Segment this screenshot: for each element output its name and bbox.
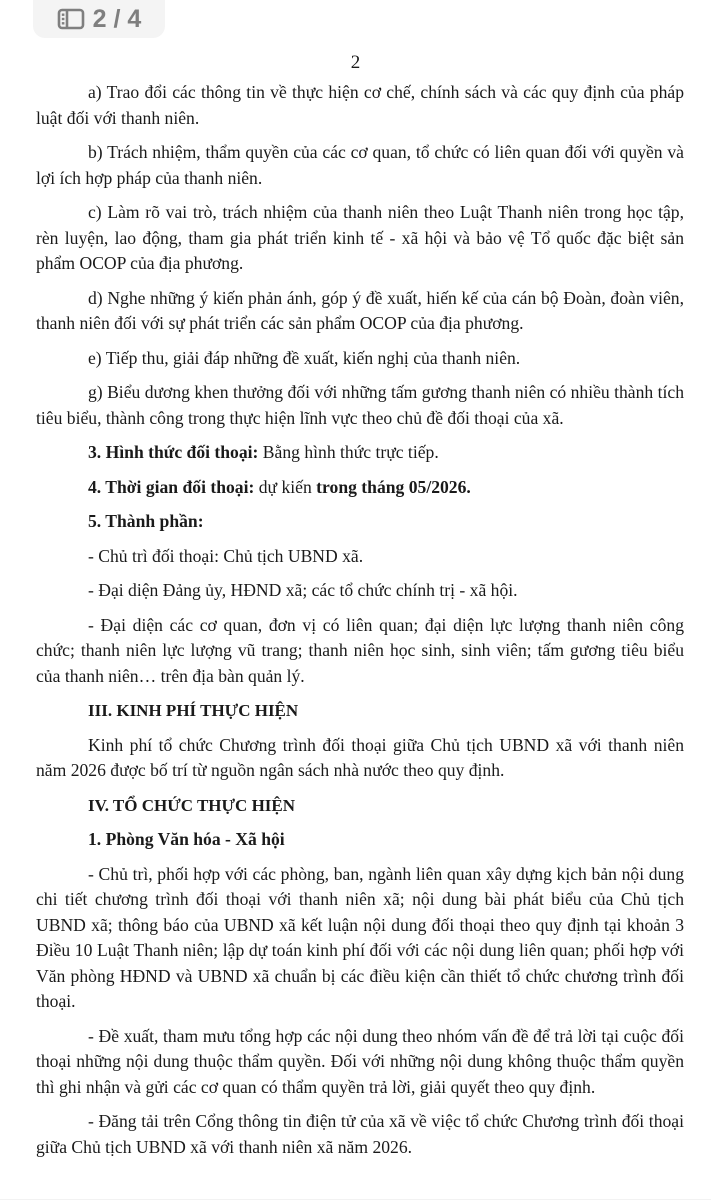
item-3-text: Bằng hình thức trực tiếp. (258, 442, 439, 462)
section-4-bullet: - Đăng tải trên Cổng thông tin điện tử của xã về việc tổ chức Chương trình đối thoại giữa Chủ tịch UBND xã với thanh niên xã năm 2026. (36, 1111, 684, 1157)
item-3-dialogue-format (36, 440, 684, 466)
item-4-label: 4. Thời gian đối thoại: (88, 476, 255, 497)
document-body (36, 80, 684, 1169)
item-5-bullet: - Đại diện Đảng ủy, HĐND xã; các tổ chức chính trị - xã hội. (88, 580, 518, 600)
page-counter-label: 2 / 4 (92, 4, 142, 33)
page-number: 2 (350, 52, 361, 73)
item-4-date: trong tháng 05/2026. (316, 476, 471, 497)
page-counter-button[interactable] (33, 0, 165, 38)
paragraph-a: a) Trao đổi các thông tin về thực hiện cơ chế, chính sách và các quy định của pháp luật đối với thanh niên. (36, 82, 684, 128)
item-5-heading: 5. Thành phần: (88, 511, 204, 531)
paragraph-d: d) Nghe những ý kiến phản ánh, góp ý đề xuất, hiến kế của cán bộ Đoàn, đoàn viên, thanh niên đối với sự phát triển các sản phẩm OCOP của địa phương. (36, 287, 684, 333)
paragraph-e: e) Tiếp thu, giải đáp những đề xuất, kiến nghị của thanh niên. (88, 347, 521, 368)
item-5-bullet: - Đại diện các cơ quan, đơn vị có liên quan; đại diện lực lượng thanh niên công chức; thanh niên lực lượng vũ trang; thanh niên học sinh, sinh viên; tấm gương tiêu biểu của thanh niên… trên địa bàn quản lý. (36, 614, 684, 686)
item-4-text: dự kiến (254, 476, 317, 497)
item-4-dialogue-time (36, 475, 684, 501)
section-3-heading: III. KINH PHÍ THỰC HIỆN (88, 701, 299, 720)
section-4-bullet: - Đề xuất, tham mưu tổng hợp các nội dung theo nhóm vấn đề để trả lời tại cuộc đối thoại những nội dung thuộc thẩm quyền. Đối với những nội dung không thuộc thẩm quyền thì ghi nhận và gửi các cơ quan có thẩm quyền trả lời, giải quyết theo quy định. (36, 1025, 684, 1097)
paragraph-b: b) Trách nhiệm, thẩm quyền của các cơ quan, tổ chức có liên quan đối với quyền và lợi ích hợp pháp của thanh niên. (36, 142, 684, 188)
section-3-text: Kinh phí tổ chức Chương trình đối thoại giữa Chủ tịch UBND xã với thanh niên năm 2026 được bố trí từ nguồn ngân sách nhà nước theo quy định. (36, 734, 684, 780)
section-4-bullet: - Chủ trì, phối hợp với các phòng, ban, ngành liên quan xây dựng kịch bản nội dung chi tiết chương trình đối thoại với thanh niên xã; nội dung bài phát biểu của Chủ tịch UBND xã; thông báo của UBND xã kết luận nội dung đối thoại theo quy định tại khoản 3 Điều 10 Luật Thanh niên; lập dự toán kinh phí đối với các nội dung liên quan; phối hợp với Văn phòng HĐND và UBND xã chuẩn bị các điều kiện cần thiết tổ chức chương trình đối thoại. (36, 863, 684, 1011)
sidebar-pages-icon (57, 8, 85, 30)
item-3-label: 3. Hình thức đối thoại: (88, 442, 259, 462)
item-5-bullet: - Chủ trì đối thoại: Chủ tịch UBND xã. (88, 545, 364, 566)
paragraph-g: g) Biểu dương khen thưởng đối với những tấm gương thanh niên có nhiều thành tích tiêu biểu, thành công trong thực hiện lĩnh vực theo chủ đề đối thoại của xã. (36, 382, 684, 428)
section-4-heading: IV. TỔ CHỨC THỰC HIỆN (88, 795, 296, 815)
section-4-sub-1-heading: 1. Phòng Văn hóa - Xã hội (88, 829, 285, 849)
paragraph-c: c) Làm rõ vai trò, trách nhiệm của thanh niên theo Luật Thanh niên trong học tập, rèn luyện, lao động, tham gia phát triển kinh tế - xã hội và bảo vệ Tổ quốc đặc biệt sản phẩm OCOP của địa phương. (36, 202, 684, 273)
